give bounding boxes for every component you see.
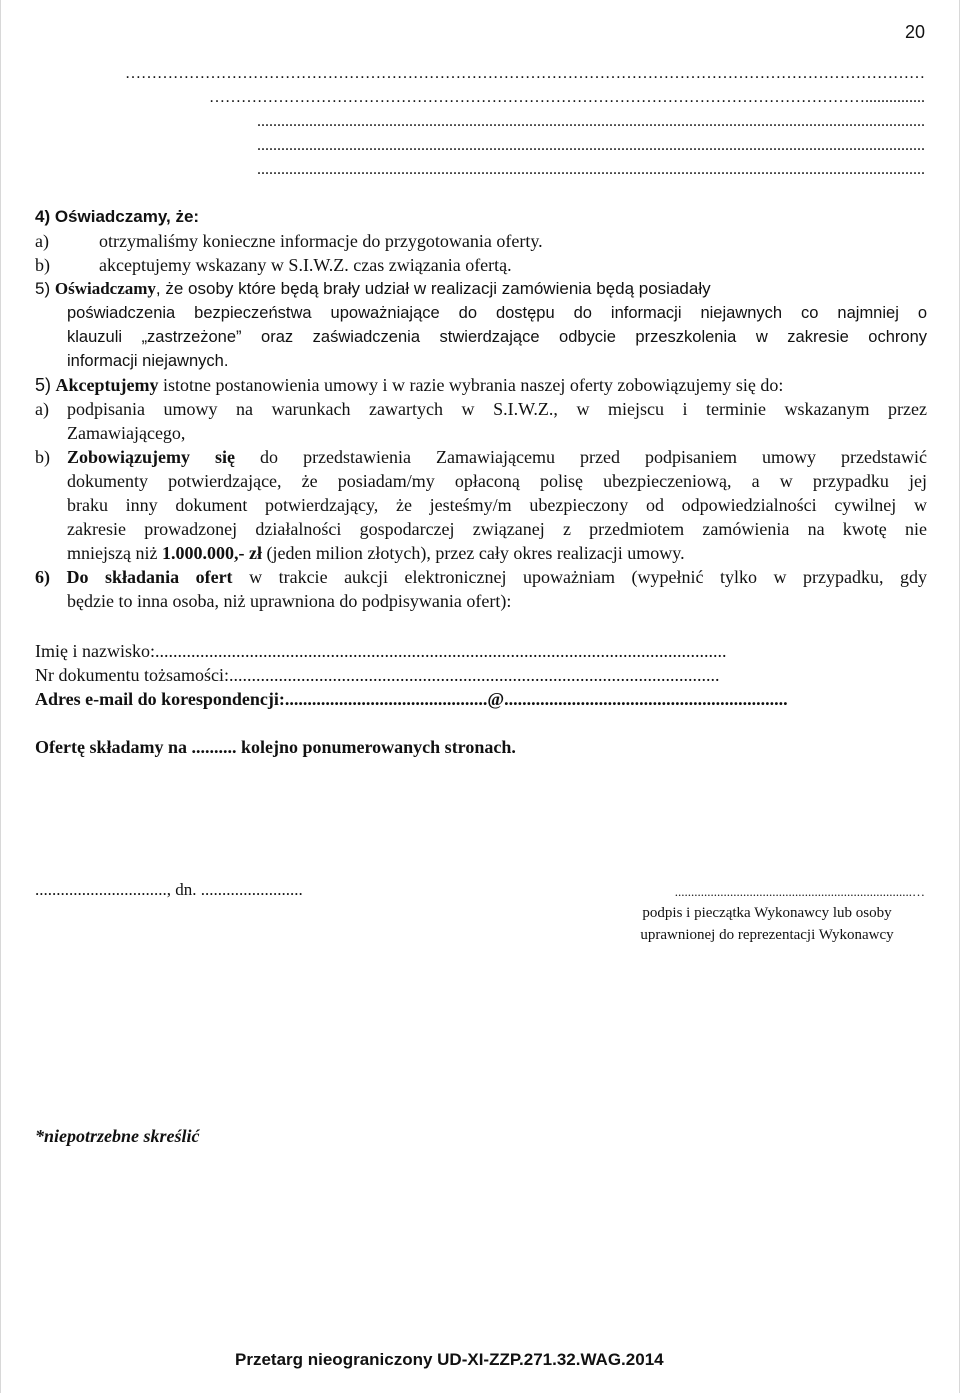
section-5-acceptance-intro (35, 373, 927, 397)
dotted-fill-line: ....................................................................................................................................................................... (257, 161, 925, 178)
bold-keyword: Akceptujemy (55, 375, 159, 395)
section-6-line-1 (35, 565, 927, 589)
strike-note: *niepotrzebne skreślić (35, 1126, 200, 1146)
name-field[interactable]: Imię i nazwisko:............................................................................................................................... (35, 641, 727, 661)
section-4-heading: 4) Oświadczamy, że: (35, 207, 200, 226)
acceptance-item-a-line-1: podpisania umowy na warunkach zawartych w S.I.W.Z., w miejscu i terminie wskazanym przez (67, 399, 927, 419)
pages-statement: Ofertę składamy na .......... kolejno ponumerowanych stronach. (35, 737, 516, 757)
acceptance-item-b-line-4: zakresie prowadzonej działalności gospodarczej związanej z przedmiotem zamówienia na kwotę nie (67, 519, 927, 539)
section-number: 5) (35, 279, 51, 298)
text-run: , że osoby które będą brały udział w realizacji zamówienia będą posiadały (155, 279, 711, 298)
section-6-line-2: będzie to inna osoba, niż uprawniona do podpisywania ofert): (67, 591, 512, 611)
item-label-b: b) (35, 255, 50, 275)
section-4-item-a: otrzymaliśmy konieczne informacje do przygotowania oferty. (99, 231, 543, 251)
id-document-field[interactable]: Nr dokumentu tożsamości:............................................................................................................. (35, 665, 720, 685)
item-label-a: a) (35, 231, 49, 251)
text-run: istotne postanowienia umowy i w razie wybrania naszej oferty zobowiązujemy się do: (158, 375, 784, 395)
acceptance-item-b-line-2: dokumenty potwierdzające, że posiadam/my opłaconą polisę ubezpieczeniową, a w przypadku jej (67, 471, 927, 491)
acceptance-item-b-line-3: braku inny dokument potwierdzający, że jesteśmy/m ubezpieczony od odpowiedzialności cywilnej w (67, 495, 927, 515)
text-run: w trakcie aukcji elektronicznej upoważniam (wypełnić tylko w przypadku, gdy (232, 567, 927, 587)
dotted-fill-line: ....................................................................................................................................................................... (257, 137, 925, 154)
page-number: 20 (904, 22, 925, 42)
signature-caption-line-2: uprawnionej do reprezentacji Wykonawcy (640, 927, 894, 943)
acceptance-item-b-line-5 (67, 541, 927, 565)
acceptance-item-a-line-2: Zamawiającego, (67, 423, 186, 443)
signature-caption-line-1: podpis i pieczątka Wykonawcy lub osoby (642, 905, 892, 921)
insurance-amount: 1.000.000,- zł (161, 543, 262, 563)
dotted-fill-line: …………………………………………………………………………………………………………………………………… (125, 65, 925, 82)
section-5-clearance-line-2: poświadczenia bezpieczeństwa upoważniające do dostępu do informacji niejawnych co najmniej o (67, 304, 927, 322)
bold-keyword: Do składania ofert (66, 567, 233, 587)
acceptance-item-b-line-1 (67, 445, 927, 469)
text-run: mniejszą niż (67, 543, 162, 563)
text-run: (jeden milion złotych), przez cały okres realizacji umowy. (261, 543, 685, 563)
dotted-fill-line: ……………………………………………………………………………………………………………............... (209, 89, 925, 106)
signature-dots: .........................................................................… (674, 884, 925, 899)
section-5-clearance-line-4: informacji niejawnych. (67, 352, 229, 370)
section-number: 5) (35, 375, 52, 395)
document-footer: Przetarg nieograniczony UD-XI-ZZP.271.32.WAG.2014 (235, 1350, 664, 1369)
bold-keyword: Oświadczamy (54, 279, 156, 298)
section-4-item-b: akceptujemy wskazany w S.I.W.Z. czas związania ofertą. (99, 255, 512, 275)
section-number: 6) (35, 567, 50, 587)
item-label-b: b) (35, 447, 50, 467)
dotted-fill-line: ....................................................................................................................................................................... (257, 113, 925, 130)
place-date-field[interactable]: ..............................., dn. ........................ (35, 880, 303, 899)
item-label-a: a) (35, 399, 49, 419)
bold-keyword: Zobowiązujemy się (67, 447, 236, 467)
section-5-clearance-line-1 (35, 277, 927, 301)
text-run: do przedstawienia Zamawiającemu przed podpisaniem umowy przedstawić (235, 447, 927, 467)
email-field[interactable]: Adres e-mail do korespondencji:.............................................@............................................................... (35, 689, 788, 709)
section-5-clearance-line-3: klauzuli „zastrzeżone” oraz zaświadczenia stwierdzające odbycie przeszkolenia w zakresie ochrony (67, 328, 927, 346)
